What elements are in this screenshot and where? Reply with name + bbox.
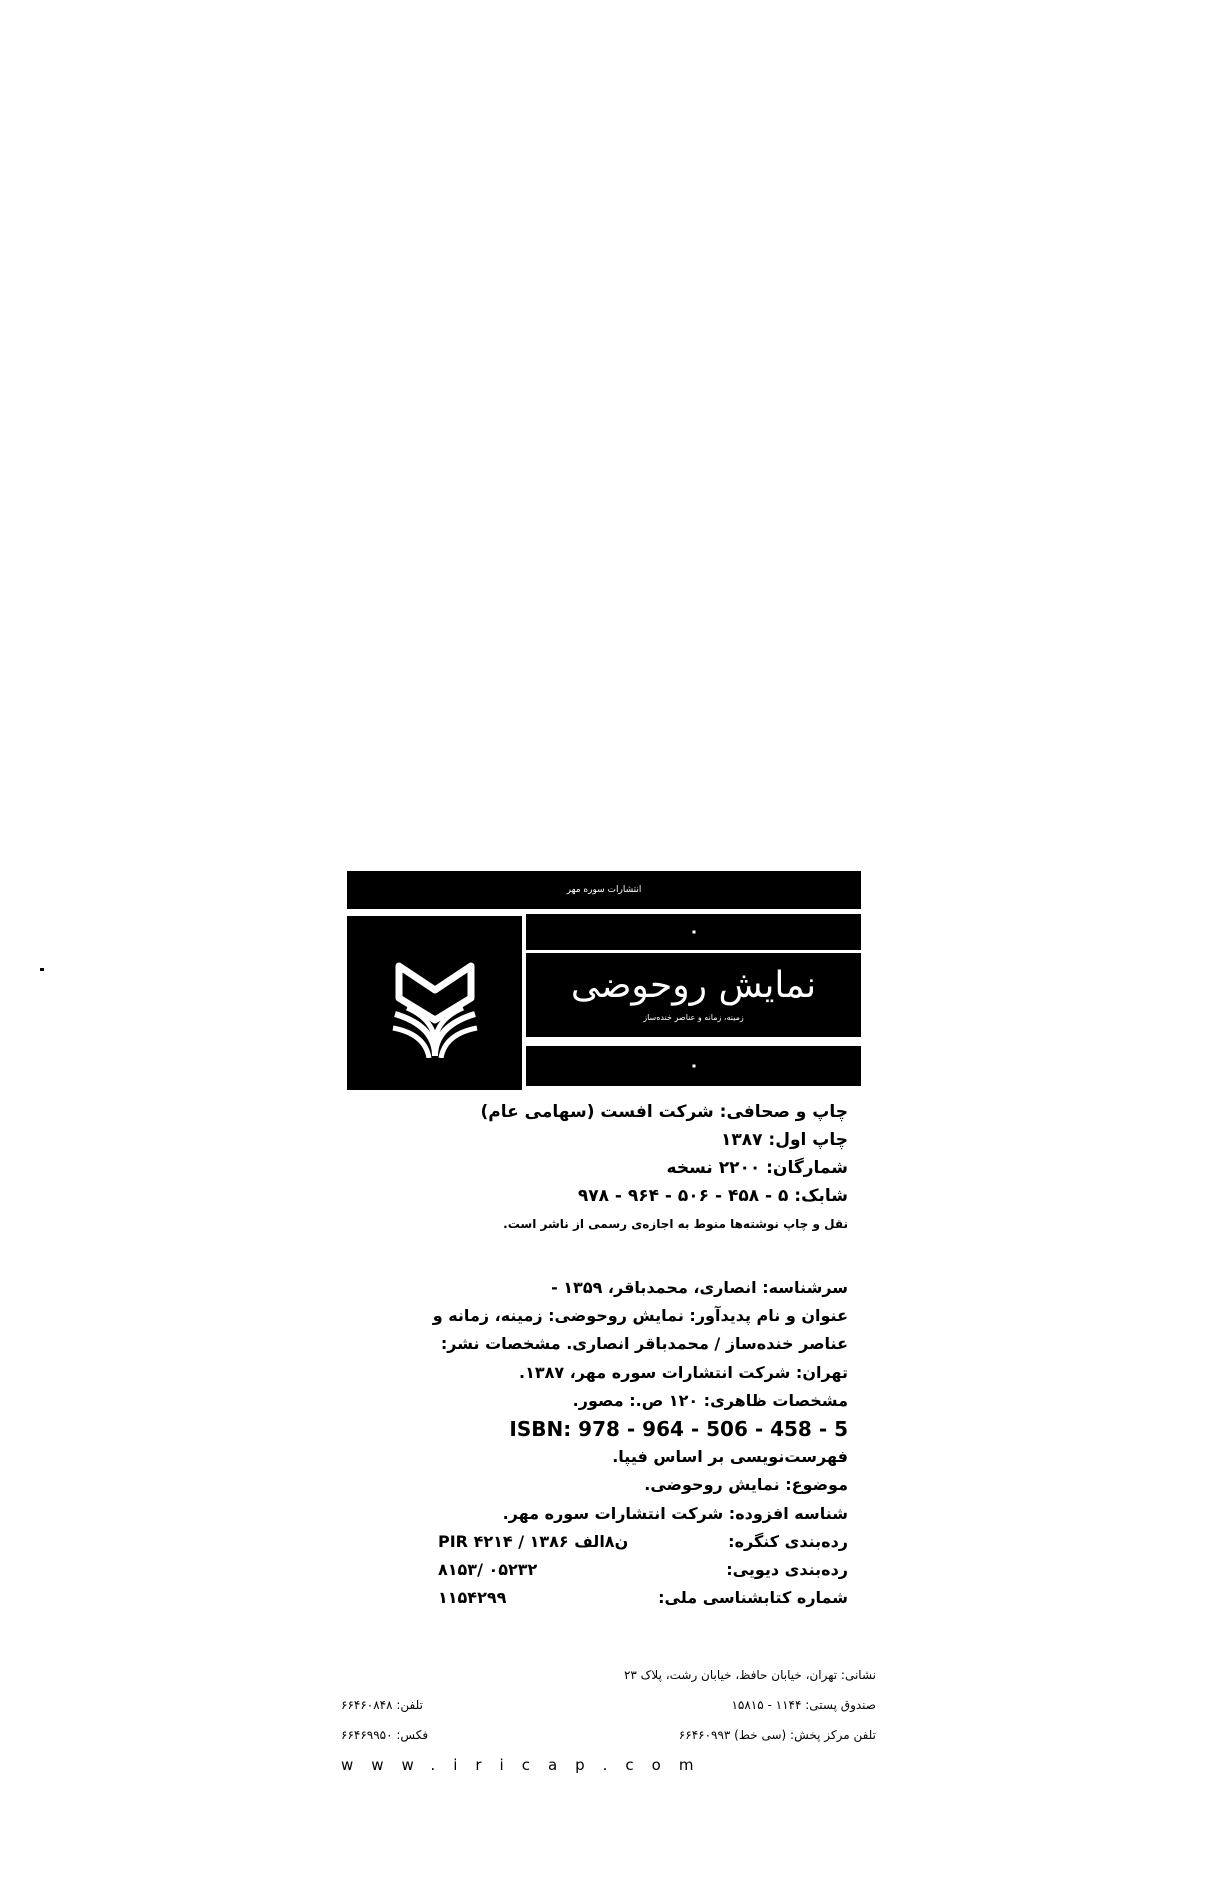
address-line: نشانی: تهران، خیابان حافظ، خیابان رشت، پلاک ۲۳	[623, 1668, 876, 1682]
dewey-classification-row	[328, 1556, 848, 1584]
book-subtitle: زمینه، زمانه و عناصر خنده‌ساز	[643, 1013, 744, 1022]
title-panel	[526, 953, 861, 1037]
lc-value: PIR ۴۲۱۴ / ۱۳۸۶ ن۸الف	[438, 1531, 629, 1551]
title-line-1: عنوان و نام پدیدآور: نمایش روحوضی: زمینه، زمانه و	[432, 1306, 848, 1326]
dewey-value: ۸۱۵۳/ ۰۵۲۳۲	[438, 1560, 538, 1580]
subject-line: موضوع: نمایش روحوضی.	[644, 1475, 848, 1495]
publisher-logo	[347, 916, 522, 1090]
catalog-record	[328, 1274, 848, 1612]
author-line: سرشناسه: انصاری، محمدباقر، ۱۳۵۹ -	[551, 1278, 848, 1297]
isbn-line: ISBN: 978 - 964 - 506 - 458 - 5	[509, 1417, 848, 1442]
first-print-line: چاپ اول: ۱۳۸۷	[720, 1130, 848, 1150]
copyright-line: نقل و چاپ نوشته‌ها منوط به اجازه‌ی رسمی از ناشر است.	[503, 1217, 848, 1231]
website-link[interactable]: www.iricap.com	[341, 1756, 712, 1774]
header-top-bar	[347, 871, 861, 909]
title-line-2: عناصر خنده‌ساز / محمدباقر انصاری. مشخصات نشر:	[440, 1334, 848, 1354]
pobox: صندوق پستی: ۱۱۴۴ - ۱۵۸۱۵	[731, 1698, 876, 1712]
physical-line: مشخصات ظاهری: ۱۲۰ ص.: مصور.	[572, 1390, 848, 1410]
pobox-phone-row	[341, 1690, 876, 1720]
added-entry-line: شناسه افزوده: شرکت انتشارات سوره مهر.	[502, 1503, 848, 1523]
book-title: نمایش روحوضی	[570, 965, 817, 1006]
stray-mark	[40, 968, 44, 971]
shabak-line: شابک: ۵ - ۴۵۸ - ۵۰۶ - ۹۶۴ - ۹۷۸	[577, 1186, 848, 1206]
fipa-line: فهرست‌نویسی بر اساس فیپا.	[612, 1447, 848, 1467]
title-bar-upper	[526, 914, 861, 950]
lc-label: رده‌بندی کنگره:	[728, 1531, 848, 1551]
national-library-row	[328, 1584, 848, 1612]
publisher-line: تهران: شرکت انتشارات سوره مهر، ۱۳۸۷.	[519, 1362, 848, 1382]
print-info	[348, 1098, 848, 1238]
distribution-fax-row	[341, 1720, 876, 1750]
dewey-label: رده‌بندی دیویی:	[726, 1560, 848, 1580]
phone: تلفن: ۶۶۴۶۰۸۴۸	[341, 1698, 423, 1712]
lc-classification-row	[328, 1528, 848, 1556]
distribution-center: تلفن مرکز پخش: (سی خط) ۶۶۴۶۰۹۹۳	[678, 1728, 876, 1742]
publisher-contact	[341, 1660, 876, 1780]
printer-line: چاپ و صحافی: شرکت افست (سهامی عام)	[480, 1102, 848, 1122]
book-logo-icon	[385, 948, 485, 1058]
natlib-label: شماره کتابشناسی ملی:	[658, 1588, 848, 1608]
natlib-value: ۱۱۵۴۲۹۹	[438, 1588, 507, 1608]
title-bar-lower	[526, 1046, 861, 1086]
fax: فکس: ۶۶۴۶۹۹۵۰	[341, 1728, 429, 1742]
header-top-bar-text: انتشارات سوره مهر	[566, 885, 642, 895]
circulation-line: شمارگان: ۲۲۰۰ نسخه	[666, 1158, 848, 1178]
